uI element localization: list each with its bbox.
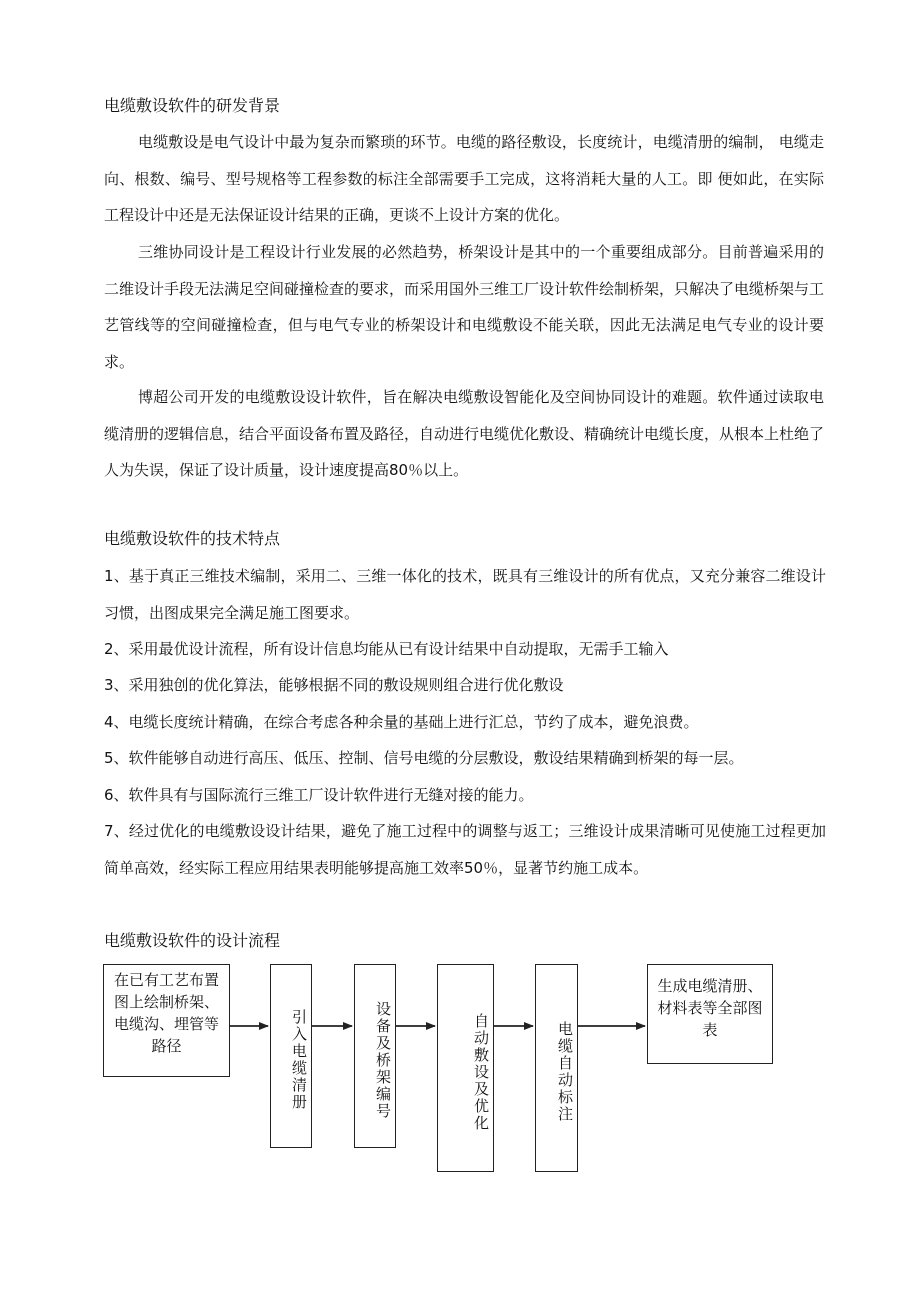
feature-item-5: 5、软件能够自动进行高压、低压、控制、信号电缆的分层敷设，敷设结果精确到桥架的每一层。: [104, 749, 744, 767]
flow-step-generate-reports: 生成电缆清册、材料表等全部图表: [647, 964, 773, 1064]
feature-item-2: 2、采用最优设计流程，所有设计信息均能从已有设计结果中自动提取，无需手工输入: [104, 640, 669, 658]
flow-step-auto-laying: 自动敷设及优化: [437, 964, 494, 1172]
flow-step-draw-paths: 在已有工艺布置图上绘制桥架、电缆沟、埋管等路径: [103, 964, 230, 1077]
paragraph-background-3: 博超公司开发的电缆敷设设计软件，旨在解决电缆敷设智能化及空间协同设计的难题。软件通过读取电缆清册的逻辑信息，结合平面设备布置及路径，自动进行电缆优化敷设、精确统计电缆长度，从根本上杜绝了人为失误，保证了设计质量，设计速度提高80％以上。: [104, 388, 825, 479]
feature-item-4: 4、电缆长度统计精确，在综合考虑各种余量的基础上进行汇总，节约了成本，避免浪费。: [104, 713, 699, 731]
section-heading-features: 电缆敷设软件的技术特点: [104, 529, 281, 548]
feature-item-1: 1、基于真正三维技术编制，采用二、三维一体化的技术，既具有三维设计的所有优点，又充分兼容二维设计习惯，出图成果完全满足施工图要求。: [104, 567, 826, 622]
section-heading-background: 电缆敷设软件的研发背景: [104, 96, 281, 115]
paragraph-background-2: 三维协同设计是工程设计行业发展的必然趋势，桥架设计是其中的一个重要组成部分。目前普遍采用的二维设计手段无法满足空间碰撞检查的要求，而采用国外三维工厂设计软件绘制桥架，只解决了电缆桥架与工艺管线等的空间碰撞检查，但与电气专业的桥架设计和电缆敷设不能关联，因此无法满足电气专业的设计要求。: [104, 243, 825, 371]
flow-step-auto-label: 电缆自动标注: [535, 964, 578, 1172]
section-heading-flow: 电缆敷设软件的设计流程: [104, 931, 281, 950]
flow-step-import-cable-list: 引入电缆清册: [270, 964, 312, 1148]
feature-item-3: 3、采用独创的优化算法，能够根据不同的敷设规则组合进行优化敷设: [104, 676, 564, 694]
feature-item-6: 6、软件具有与国际流行三维工厂设计软件进行无缝对接的能力。: [104, 786, 534, 804]
flow-step-equipment-numbering: 设备及桥架编号: [354, 964, 396, 1148]
feature-item-7: 7、经过优化的电缆敷设设计结果，避免了施工过程中的调整与返工；三维设计成果清晰可见使施工过程更加简单高效，经实际工程应用结果表明能够提高施工效率50％，显著节约施工成本。: [104, 822, 826, 877]
paragraph-background-1: 电缆敷设是电气设计中最为复杂而繁琐的环节。电缆的路径敷设，长度统计，电缆清册的编制， 电缆走向、根数、编号、型号规格等工程参数的标注全部需要手工完成，这将消耗大量的人工。即 便如此，在实际工程设计中还是无法保证设计结果的正确，更谈不上设计方案的优化。: [104, 133, 824, 224]
